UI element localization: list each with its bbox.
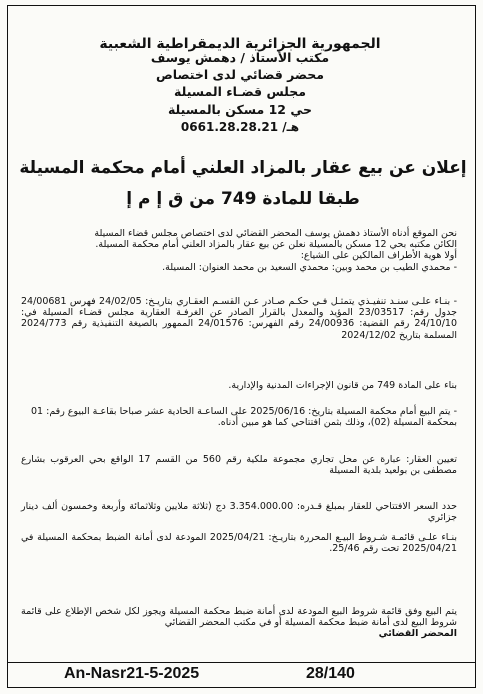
- office-line: الكائن مكتبه بحي 12 مسكن بالمسيلة نعلن عن بيع عقار بالمزاد العلني أمام محكمة المسيلة.: [95, 239, 457, 251]
- article-text: بناء على المادة 749 من قانون الإجراءات المدنية والإدارية.: [228, 380, 457, 391]
- legal-notice-page: [7, 5, 476, 688]
- court-info-text: بمحكمة المسيلة (02)، وذلك بثمن افتتاحي كما هو مبين أدناه.: [217, 417, 457, 429]
- conditions-paragraph: [21, 532, 457, 554]
- property-paragraph: [21, 454, 457, 476]
- article-paragraph: [21, 380, 457, 391]
- page-number: 28/140: [306, 665, 355, 682]
- sale-date-paragraph: [21, 406, 457, 428]
- closing-paragraph: [21, 606, 457, 640]
- parties-heading: أولا هوية الأطراف المالكين على الشياع:: [300, 250, 457, 262]
- sale-date-text: - يتم البيع أمام محكمة المسيلة بتاريخ: 2025/06/16 على الساعـة الحادية عشر صباحا بقاعـة البيوع رقم: 01: [31, 406, 457, 417]
- bailiff-title: محضر قضائي لدى اختصاص: [155, 67, 325, 82]
- footer-bar: [8, 662, 475, 688]
- office-address: حي 12 مسكن بالمسيلة: [167, 102, 313, 117]
- deed-text: - بنـاء علـى سنـد تنفيـذي يتمثـل فـي حكـم صـادر عـن القسـم العقـاري بتاريـخ: 24/02/05 فهرس 24/00681 جدول رقم: 23/03517 المؤيد والمعدل بالقرار الصادر عن الغرفـة العقارية مجلس قضـاء المسيلة في: 24/10/10 رقم القضية: 24/00936 رقم الفهرس: 24/01576 الممهور بالصيغة التنفيذية رقم 2024/773 المسلمة بتاريخ 2024/12/02: [21, 296, 457, 341]
- intro-text: نحن الموقع أدناه الأستاذ دهمش يوسف المحضر القضائي لدى اختصاص مجلس قضاء المسيلة: [94, 228, 457, 239]
- closing-text: يتم البيع وفق قائمة شروط البيع المودعة لدى أمانة ضبط محكمة المسيلة ويجوز لكل شخص الإطلاع على قائمة شروط البيع لدى أمانة ضبط محكمة المسيلة أو في مكتب المحضر القضائي: [21, 606, 457, 629]
- notice-subtitle: طبقا للمادة 749 من ق إ م إ: [126, 189, 360, 209]
- intro-paragraph: [21, 228, 457, 273]
- conditions-text: بنـاء علـى قائمـة شـروط البيـع المحررة بتاريـخ: 2025/04/21 المودعة لدى أمانة الضبط بمحكمة المسيلة في 2025/04/21 تحت رقم 25/46.: [21, 532, 457, 555]
- property-text: تعيين العقار: عبارة عن محل تجاري مجموعة ملكية رقم 560 من القسم 17 الواقع بحي العرقوب بشارع مصطفى بن بولعيد بلدية المسيلة: [21, 454, 457, 477]
- price-paragraph: [21, 501, 457, 523]
- publication-label: An-Nasr21-5-2025: [64, 665, 200, 682]
- deed-paragraph: [21, 296, 457, 341]
- signature-text: المحضر القضائي: [378, 628, 457, 640]
- owners-line: - محمدي الطيب بن محمد وبين: محمدي السعيد بن محمد العنوان: المسيلة.: [162, 261, 457, 273]
- notice-title: إعلان عن بيع عقار بالمزاد العلني أمام محكمة المسيلة: [19, 158, 467, 178]
- office-phone: هـ/ 0661.28.28.21: [180, 120, 300, 134]
- price-text: حدد السعر الافتتاحي للعقار بمبلغ قـدره: 3.354.000.00 دج (ثلاثة ملايين وثلاثمائة وأربعة وخمسون ألف دينار جزائري: [21, 501, 457, 524]
- court-name: مجلس قضـاء المسيلة: [174, 84, 306, 99]
- republic-header: الجمهورية الجزائرية الديمقراطية الشعبية: [99, 36, 381, 52]
- office-name: مكتب الأستاذ / دهمش يوسف: [150, 50, 330, 65]
